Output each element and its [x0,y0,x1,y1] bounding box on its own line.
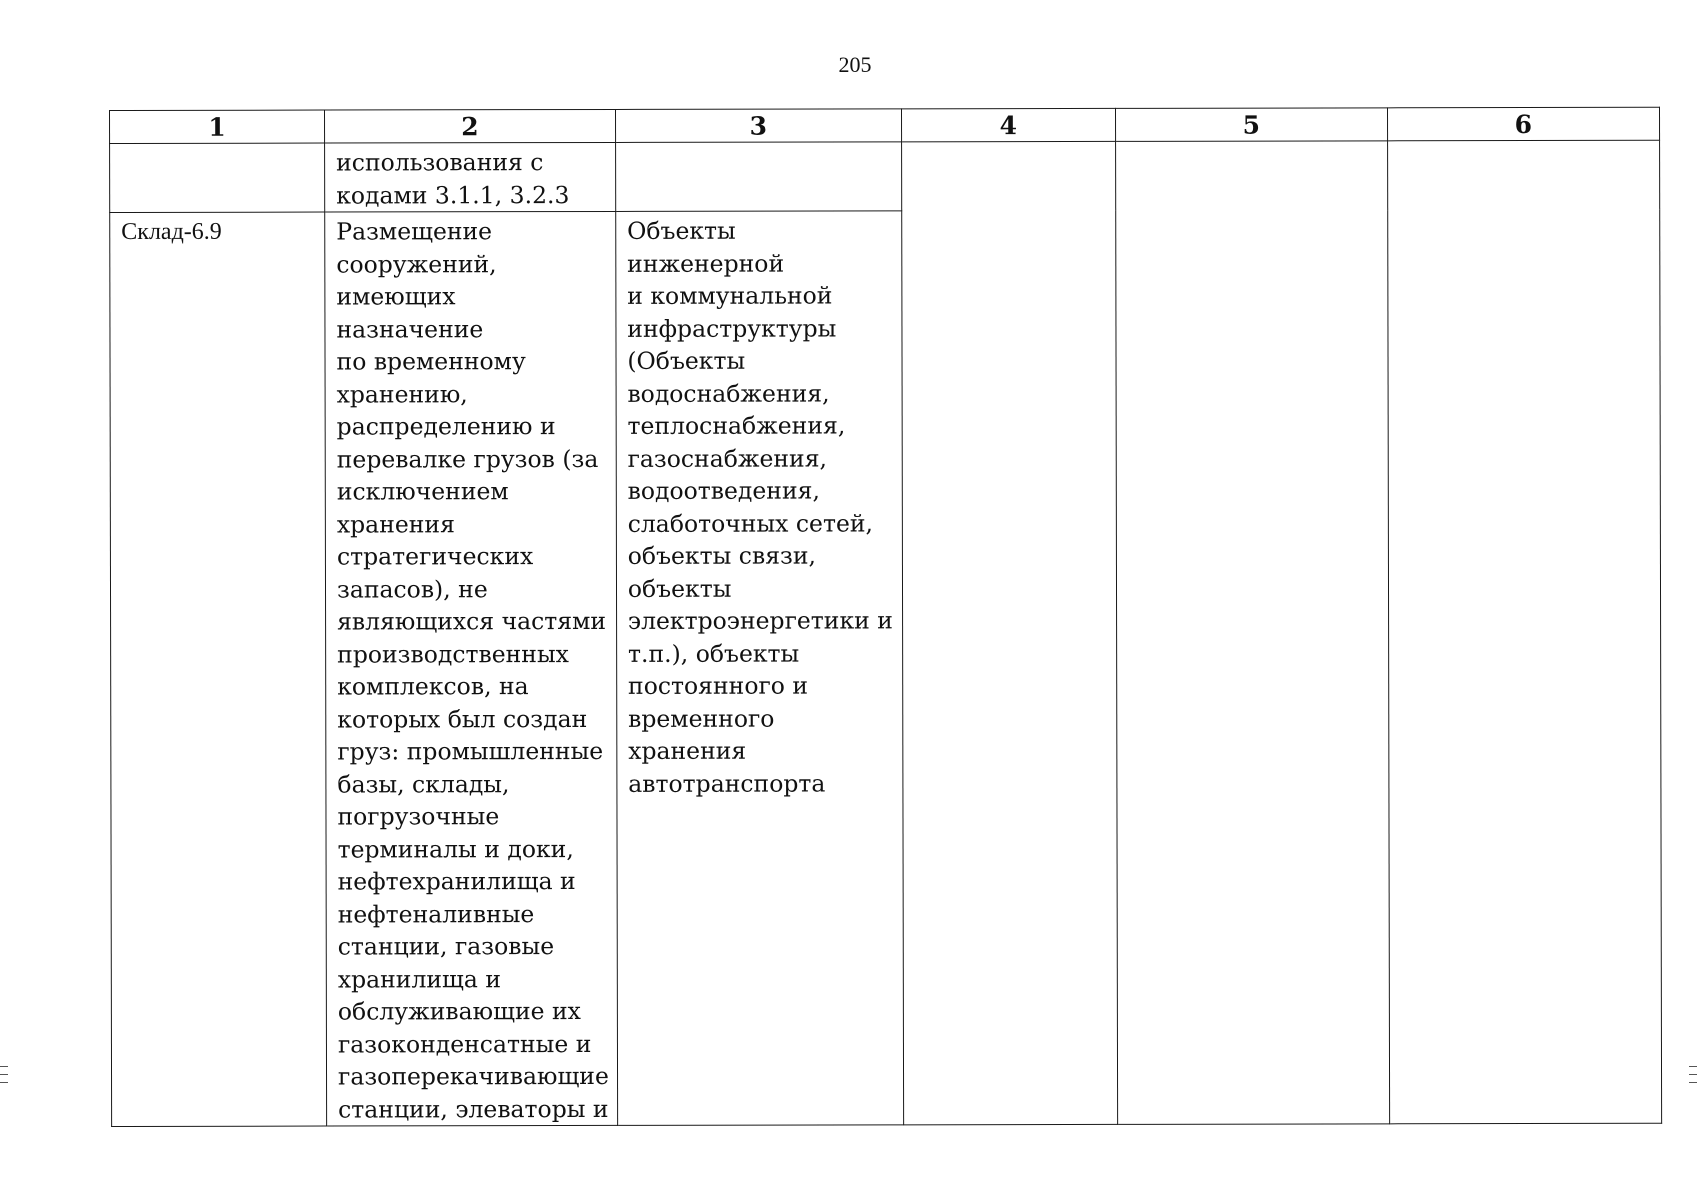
column-header-4: 4 [901,108,1115,141]
column-header-3: 3 [615,109,901,143]
scan-edge-mark [0,1074,8,1075]
table-cell-permitted-objects: Объекты инженерной и коммунальной инфраструктуры (Объекты водоснабжения, теплоснабжения, газоснабжения, водоотведения, слаботочных сетей, объекты связи, объекты электроэнергетики и т.п.), объекты постоянного и временного хранения автотранспорта [616,211,904,1126]
scan-edge-mark [1689,1074,1697,1075]
table-cell-zone-name: Склад-6.9 [110,212,327,1126]
scan-edge-mark [0,1082,8,1083]
column-header-1: 1 [110,110,325,143]
scan-edge-mark [1689,1082,1697,1083]
table-header-row [110,107,1660,143]
column-header-5: 5 [1115,108,1387,142]
table-cell: использования с кодами 3.1.1, 3.2.3 [325,142,616,212]
table-cell [615,142,901,212]
page-number: 205 [838,52,872,77]
scan-edge-mark [1689,1066,1697,1067]
table-cell [110,143,325,212]
column-header-6: 6 [1387,107,1659,141]
land-use-table [109,107,1662,1127]
table-cell-description: Размещение сооружений, имеющих назначение по временному хранению, распределению и перевалке грузов (за исключением хранения стратегических запасов), не являющихся частями производственных комплексов, на которых был создан груз: промышленные базы, склады, погрузочные терминалы и доки, нефтехранилища и нефтеналивные станции, газовые хранилища и обслуживающие их газоконденсатные и газоперекачивающие станции, элеваторы и [325,211,618,1126]
column-header-2: 2 [325,109,616,143]
table-cell [1115,141,1389,1125]
table-cell [901,141,1117,1124]
scan-edge-mark [0,1066,8,1067]
table-row [110,140,1660,212]
table-cell [1387,140,1661,1124]
